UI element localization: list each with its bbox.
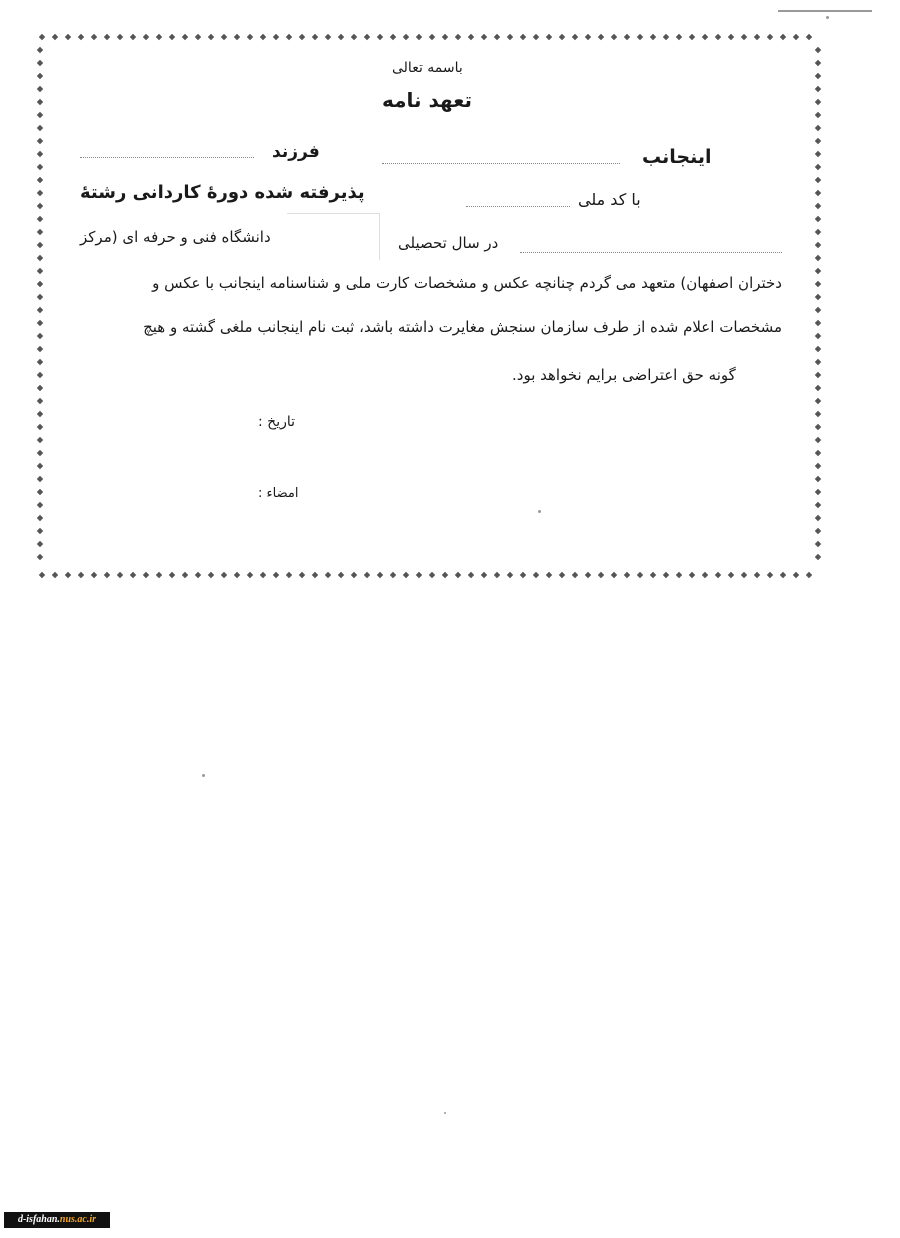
border-diamond [728, 572, 734, 578]
border-diamond [91, 572, 97, 578]
line3-academic-year-label: در سال تحصیلی [398, 234, 499, 252]
doc-title: تعهد نامه [382, 88, 473, 112]
border-diamond [169, 572, 175, 578]
border-diamond [37, 554, 43, 560]
border-diamond [689, 572, 695, 578]
border-diamond [806, 34, 812, 40]
border-diamond [208, 572, 214, 578]
border-diamond [221, 572, 227, 578]
border-diamond [364, 34, 370, 40]
watermark-prefix: d-isfahan. [17, 1214, 60, 1225]
border-diamond [494, 34, 500, 40]
border-diamond [611, 572, 617, 578]
scan-speck [202, 774, 205, 777]
border-diamond [815, 216, 821, 222]
major-blank [520, 252, 782, 253]
border-diamond [559, 572, 565, 578]
border-diamond [247, 572, 253, 578]
border-diamond [815, 47, 821, 53]
border-diamond [37, 242, 43, 248]
border-diamond [815, 450, 821, 456]
border-diamond [37, 528, 43, 534]
border-diamond [37, 359, 43, 365]
scan-edge-line [778, 10, 872, 12]
border-diamond [455, 34, 461, 40]
border-diamond [815, 528, 821, 534]
border-diamond [815, 294, 821, 300]
border-diamond [624, 572, 630, 578]
border-diamond [312, 572, 318, 578]
border-diamond [815, 541, 821, 547]
border-diamond [156, 572, 162, 578]
border-diamond [689, 34, 695, 40]
border-diamond [815, 190, 821, 196]
border-diamond [221, 34, 227, 40]
border-diamond [65, 34, 71, 40]
border-diamond [520, 572, 526, 578]
border-diamond [815, 60, 821, 66]
border-diamond [37, 346, 43, 352]
border-diamond [611, 34, 617, 40]
border-diamond [815, 268, 821, 274]
border-diamond [37, 424, 43, 430]
border-diamond [37, 489, 43, 495]
border-diamond [37, 541, 43, 547]
border-diamond [793, 572, 799, 578]
border-diamond [780, 34, 786, 40]
border-diamond [325, 572, 331, 578]
border-diamond [815, 203, 821, 209]
border-diamond [37, 216, 43, 222]
border-diamond [815, 333, 821, 339]
border-diamond [37, 372, 43, 378]
border-diamond [676, 572, 682, 578]
border-diamond [273, 572, 279, 578]
diamond-border-icon [36, 32, 822, 580]
border-diamond [104, 572, 110, 578]
border-diamond [650, 572, 656, 578]
line3-university-label: دانشگاه فنی و حرفه ای (مرکز [80, 228, 271, 246]
border-diamond [37, 138, 43, 144]
border-diamond [815, 437, 821, 443]
border-diamond [468, 572, 474, 578]
national-code-blank [466, 206, 570, 207]
paragraph-line-2: مشخصات اعلام شده از طرف سازمان سنجش مغایرت داشته باشد، ثبت نام اینجانب ملغی گشته و هیچ [143, 318, 782, 336]
photo-placeholder [287, 213, 380, 260]
border-diamond [815, 346, 821, 352]
border-diamond [507, 572, 513, 578]
border-diamond [442, 572, 448, 578]
border-diamond [728, 34, 734, 40]
border-diamond [37, 73, 43, 79]
scan-speck [538, 510, 541, 513]
date-label: تاریخ : [258, 414, 296, 430]
signature-label: امضاء : [258, 486, 299, 501]
border-diamond [741, 572, 747, 578]
line2-national-code-label: با کد ملی [578, 190, 641, 209]
line1-child-of-label: فرزند [272, 142, 320, 162]
border-diamond [442, 34, 448, 40]
border-diamond [663, 572, 669, 578]
paragraph-line-1: دختران اصفهان) متعهد می گردم چنانچه عکس و مشخصات کارت ملی و شناسنامه اینجانب با عکس و [152, 274, 782, 292]
border-diamond [546, 572, 552, 578]
border-diamond [815, 281, 821, 287]
border-diamond [91, 34, 97, 40]
border-diamond [624, 34, 630, 40]
border-diamond [815, 229, 821, 235]
border-diamond [37, 437, 43, 443]
border-diamond [65, 572, 71, 578]
border-diamond [52, 572, 58, 578]
border-diamond [37, 398, 43, 404]
border-diamond [455, 572, 461, 578]
border-diamond [37, 177, 43, 183]
border-diamond [234, 572, 240, 578]
border-diamond [815, 73, 821, 79]
watermark-domain: nus.ac.ir [59, 1214, 97, 1225]
border-diamond [815, 411, 821, 417]
border-diamond [169, 34, 175, 40]
border-diamond [195, 34, 201, 40]
border-diamond [815, 515, 821, 521]
border-diamond [815, 307, 821, 313]
border-diamond [104, 34, 110, 40]
border-diamond [468, 34, 474, 40]
border-diamond [815, 476, 821, 482]
border-diamond [39, 34, 45, 40]
border-diamond [312, 34, 318, 40]
border-diamond [546, 34, 552, 40]
border-diamond [37, 515, 43, 521]
line2-admitted-label: پذیرفته شده دورهٔ کاردانی رشتهٔ [80, 182, 365, 203]
border-diamond [815, 502, 821, 508]
site-watermark [4, 1212, 110, 1228]
border-diamond [572, 572, 578, 578]
border-diamond [637, 572, 643, 578]
border-diamond [403, 572, 409, 578]
border-diamond [37, 151, 43, 157]
border-diamond [815, 112, 821, 118]
border-diamond [416, 572, 422, 578]
border-diamond [37, 502, 43, 508]
line1-applicant-label: اینجانب [642, 146, 712, 168]
border-diamond [533, 34, 539, 40]
border-diamond [37, 294, 43, 300]
border-diamond [39, 572, 45, 578]
border-diamond [715, 34, 721, 40]
border-diamond [130, 34, 136, 40]
border-diamond [815, 398, 821, 404]
border-diamond [780, 572, 786, 578]
border-diamond [494, 572, 500, 578]
border-diamond [815, 125, 821, 131]
border-diamond [702, 572, 708, 578]
border-diamond [815, 372, 821, 378]
border-diamond [182, 572, 188, 578]
border-diamond [273, 34, 279, 40]
border-diamond [37, 203, 43, 209]
border-diamond [260, 572, 266, 578]
scan-speck [826, 16, 829, 19]
border-diamond [37, 450, 43, 456]
border-diamond [767, 34, 773, 40]
border-diamond [598, 572, 604, 578]
border-diamond [815, 424, 821, 430]
border-diamond [37, 229, 43, 235]
border-diamond [702, 34, 708, 40]
border-diamond [377, 34, 383, 40]
border-diamond [37, 47, 43, 53]
applicant-name-blank [382, 163, 620, 164]
border-diamond [416, 34, 422, 40]
border-diamond [520, 34, 526, 40]
border-diamond [815, 489, 821, 495]
border-diamond [754, 572, 760, 578]
border-diamond [37, 411, 43, 417]
border-diamond [559, 34, 565, 40]
border-diamond [260, 34, 266, 40]
border-diamond [815, 177, 821, 183]
border-diamond [507, 34, 513, 40]
border-diamond [815, 86, 821, 92]
border-diamond [815, 385, 821, 391]
border-diamond [37, 463, 43, 469]
border-diamond [481, 34, 487, 40]
border-diamond [37, 255, 43, 261]
border-diamond [338, 572, 344, 578]
border-diamond [815, 164, 821, 170]
border-diamond [130, 572, 136, 578]
decorative-border [36, 32, 822, 580]
border-diamond [37, 307, 43, 313]
border-diamond [37, 281, 43, 287]
border-diamond [815, 359, 821, 365]
border-diamond [815, 320, 821, 326]
border-diamond [585, 572, 591, 578]
border-diamond [481, 572, 487, 578]
border-diamond [37, 86, 43, 92]
border-diamond [37, 320, 43, 326]
border-diamond [78, 572, 84, 578]
border-diamond [754, 34, 760, 40]
border-diamond [429, 34, 435, 40]
border-diamond [429, 572, 435, 578]
border-diamond [37, 125, 43, 131]
border-diamond [390, 572, 396, 578]
border-diamond [299, 572, 305, 578]
paragraph-line-3: گونه حق اعتراضی برایم نخواهد بود. [512, 366, 736, 384]
border-diamond [182, 34, 188, 40]
border-diamond [377, 572, 383, 578]
border-diamond [37, 333, 43, 339]
border-diamond [325, 34, 331, 40]
border-diamond [37, 190, 43, 196]
border-diamond [663, 34, 669, 40]
border-diamond [650, 34, 656, 40]
doc-header: باسمه تعالی [392, 60, 463, 76]
border-diamond [806, 572, 812, 578]
border-diamond [195, 572, 201, 578]
border-diamond [572, 34, 578, 40]
border-diamond [37, 60, 43, 66]
border-diamond [637, 34, 643, 40]
border-diamond [117, 572, 123, 578]
border-diamond [208, 34, 214, 40]
border-diamond [364, 572, 370, 578]
border-diamond [37, 476, 43, 482]
border-diamond [815, 99, 821, 105]
border-diamond [815, 242, 821, 248]
border-diamond [234, 34, 240, 40]
border-diamond [767, 572, 773, 578]
border-diamond [351, 572, 357, 578]
border-diamond [37, 99, 43, 105]
border-diamond [156, 34, 162, 40]
border-diamond [52, 34, 58, 40]
border-diamond [715, 572, 721, 578]
border-diamond [247, 34, 253, 40]
border-diamond [815, 554, 821, 560]
border-diamond [338, 34, 344, 40]
border-diamond [37, 112, 43, 118]
border-diamond [403, 34, 409, 40]
border-diamond [117, 34, 123, 40]
border-diamond [78, 34, 84, 40]
border-diamond [676, 34, 682, 40]
border-diamond [815, 138, 821, 144]
border-diamond [533, 572, 539, 578]
border-diamond [286, 572, 292, 578]
border-diamond [37, 164, 43, 170]
border-diamond [815, 151, 821, 157]
border-diamond [286, 34, 292, 40]
border-diamond [37, 385, 43, 391]
border-diamond [793, 34, 799, 40]
border-diamond [299, 34, 305, 40]
scan-speck [444, 1112, 446, 1114]
border-diamond [815, 463, 821, 469]
border-diamond [143, 572, 149, 578]
border-diamond [815, 255, 821, 261]
border-diamond [585, 34, 591, 40]
border-diamond [351, 34, 357, 40]
border-diamond [741, 34, 747, 40]
border-diamond [143, 34, 149, 40]
border-diamond [390, 34, 396, 40]
father-name-blank [80, 157, 254, 158]
border-diamond [37, 268, 43, 274]
border-diamond [598, 34, 604, 40]
